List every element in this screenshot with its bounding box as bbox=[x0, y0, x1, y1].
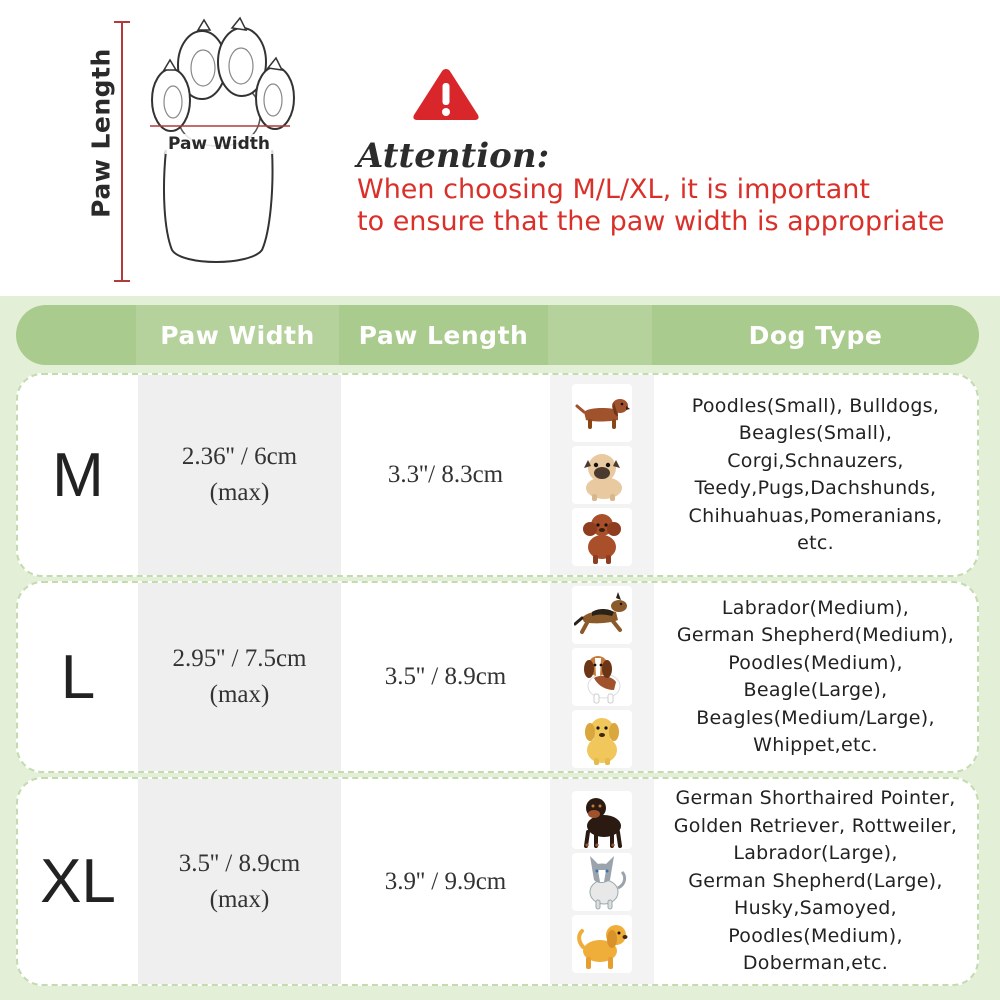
dog-type-line: German Shorthaired Pointer, bbox=[675, 787, 956, 810]
header-dog-type: Dog Type bbox=[748, 320, 883, 350]
dog-type-line: etc. bbox=[797, 532, 834, 554]
paw-width-value: 2.36'' / 6cm bbox=[181, 443, 298, 470]
paw-width-cell bbox=[138, 583, 341, 771]
paw-width-cell bbox=[138, 779, 341, 984]
dog-type-line: Husky,Samoyed, bbox=[734, 897, 897, 920]
attention-message bbox=[357, 174, 997, 238]
paw-length-value: 3.5'' / 8.9cm bbox=[384, 663, 507, 690]
dog-type-line: Labrador(Large), bbox=[733, 842, 898, 865]
paw-width-note: (max) bbox=[209, 681, 270, 708]
table-row bbox=[16, 373, 979, 577]
dachshund-icon bbox=[572, 384, 632, 442]
attention-title: Attention: bbox=[357, 136, 550, 176]
pug-icon bbox=[572, 446, 632, 504]
dog-images bbox=[550, 583, 654, 771]
dog-type-cell bbox=[654, 583, 977, 771]
table-header bbox=[16, 305, 979, 365]
paw-length-value: 3.3''/ 8.3cm bbox=[387, 461, 504, 488]
size-label: XL bbox=[40, 847, 116, 916]
dog-type-line: Whippet,etc. bbox=[753, 734, 878, 756]
dog-type-line: German Shepherd(Large), bbox=[688, 869, 943, 892]
labrador-icon bbox=[572, 710, 632, 768]
paw-width-label: Paw Width bbox=[165, 134, 273, 154]
husky-icon bbox=[572, 853, 632, 911]
dog-type-cell bbox=[654, 375, 977, 575]
dog-type-line: Poodles(Small), Bulldogs, bbox=[691, 394, 940, 417]
dog-type-line: Golden Retriever, Rottweiler, bbox=[673, 814, 958, 837]
header-size bbox=[16, 305, 136, 365]
dog-type-line: Chihuahuas,Pomeranians, bbox=[688, 504, 943, 527]
attention-line-2: to ensure that the paw width is appropriate bbox=[357, 206, 945, 237]
dog-type-line: Teedy,Pugs,Dachshunds, bbox=[694, 477, 937, 499]
dog-type-line: Beagles(Small), bbox=[738, 422, 893, 444]
paw-width-note: (max) bbox=[209, 479, 270, 506]
size-label: L bbox=[60, 642, 96, 712]
dog-images bbox=[550, 375, 654, 575]
paw-measurement-diagram bbox=[0, 0, 1000, 296]
paw-width-value: 3.5'' / 8.9cm bbox=[178, 849, 301, 877]
dog-type-line: Beagles(Medium/Large), bbox=[696, 706, 935, 729]
german-shepherd-icon bbox=[572, 586, 632, 644]
warning-triangle-icon bbox=[410, 66, 482, 122]
attention-line-1: When choosing M/L/XL, it is important bbox=[357, 174, 870, 205]
beagle-icon bbox=[572, 648, 632, 706]
dog-images bbox=[550, 779, 654, 984]
paw-length-value: 3.9'' / 9.9cm bbox=[384, 867, 507, 895]
dog-type-cell bbox=[654, 779, 977, 984]
dog-type-line: Poodles(Medium), bbox=[728, 924, 903, 947]
golden-retriever-icon bbox=[572, 915, 632, 973]
paw-width-note: (max) bbox=[209, 885, 270, 913]
dog-type-line: Corgi,Schnauzers, bbox=[727, 449, 904, 472]
table-row bbox=[16, 581, 979, 773]
dog-type-line: Poodles(Medium), bbox=[728, 651, 903, 674]
size-label: M bbox=[52, 440, 104, 510]
poodle-icon bbox=[572, 508, 632, 566]
dog-type-line: Labrador(Medium), bbox=[721, 596, 910, 619]
header-image bbox=[548, 305, 652, 365]
rottweiler-icon bbox=[572, 791, 632, 849]
header-paw-width: Paw Width bbox=[136, 305, 339, 365]
dog-type-line: German Shepherd(Medium), bbox=[676, 624, 955, 646]
paw-width-cell bbox=[138, 375, 341, 575]
dog-type-line: Beagle(Large), bbox=[743, 679, 888, 701]
paw-length-label: Paw Length bbox=[86, 48, 116, 218]
table-row bbox=[16, 777, 979, 986]
paw-width-value: 2.95'' / 7.5cm bbox=[172, 645, 307, 672]
dog-type-line: Doberman,etc. bbox=[742, 952, 889, 975]
header-paw-length: Paw Length bbox=[358, 320, 529, 350]
